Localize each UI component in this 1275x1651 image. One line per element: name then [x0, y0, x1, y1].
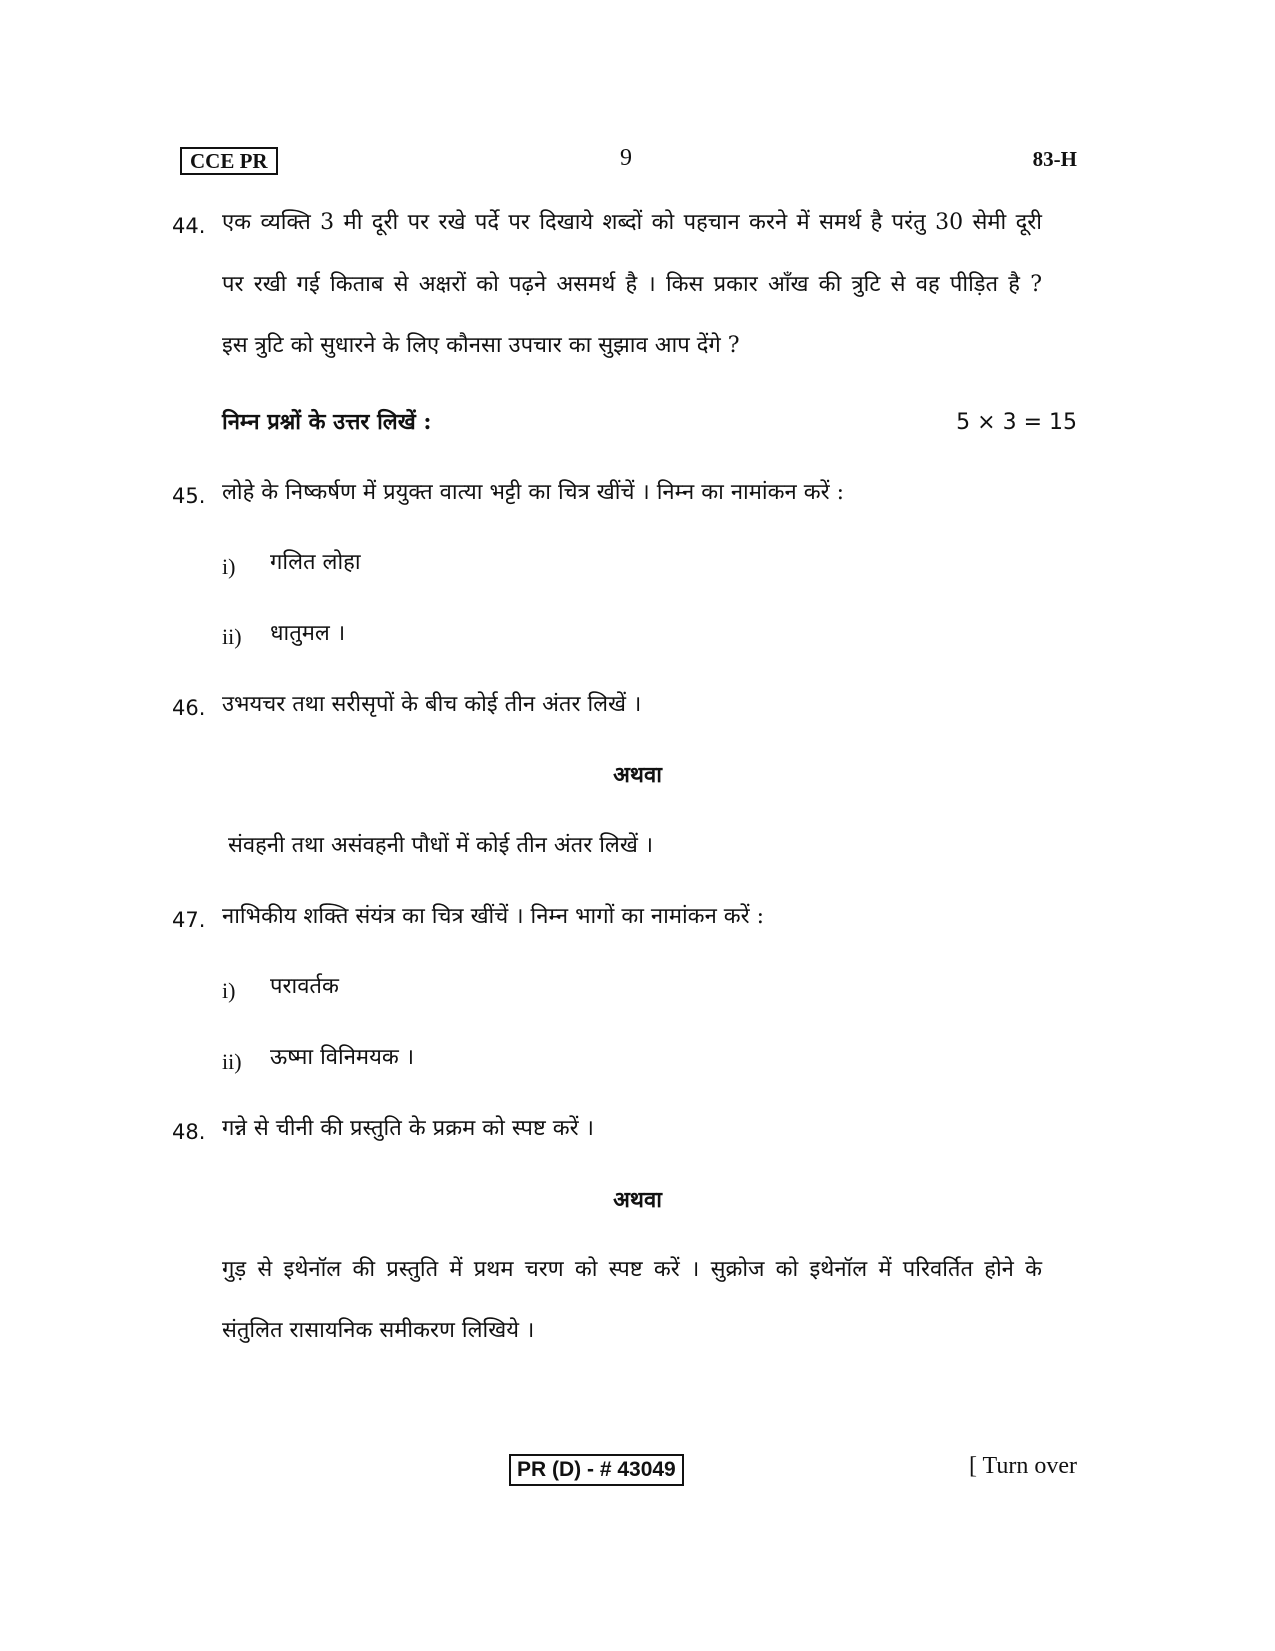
- q45-text: लोहे के निष्कर्षण में प्रयुक्त वात्या भट्टी का चित्र खींचें । निम्न का नामांकन करें :: [222, 480, 845, 505]
- q45-item-label: i): [222, 554, 236, 579]
- q48-number: 48.: [172, 1120, 206, 1144]
- q45-item-text: धातुमल ।: [270, 621, 346, 646]
- q45-item-text: गलित लोहा: [270, 550, 361, 575]
- q44-line1: एक व्यक्ति 3 मी दूरी पर रखे पर्दे पर दिखाये शब्दों को पहचान करने में समर्थ है परंतु 30 सेमी दूरी: [222, 210, 1042, 235]
- q47-number: 47.: [172, 908, 206, 932]
- q46-text: उभयचर तथा सरीसृपों के बीच कोई तीन अंतर लिखें ।: [222, 692, 642, 717]
- q46-number: 46.: [172, 696, 206, 720]
- q47-text: नाभिकीय शक्ति संयंत्र का चित्र खींचें । निम्न भागों का नामांकन करें :: [222, 904, 765, 929]
- q48-alt-line1: गुड़ से इथेनॉल की प्रस्तुति में प्रथम चरण को स्पष्ट करें । सुक्रोज को इथेनॉल में परिवर्तित होने के: [222, 1257, 1042, 1282]
- q44-line2: पर रखी गई किताब से अक्षरों को पढ़ने असमर्थ है । किस प्रकार आँख की त्रुटि से वह पीड़ित है ?: [222, 272, 1042, 297]
- turn-over-note: [ Turn over: [968, 1453, 1077, 1479]
- q48-alt-line2: संतुलित रासायनिक समीकरण लिखिये ।: [222, 1318, 535, 1343]
- section-instruction: निम्न प्रश्नों के उत्तर लिखें :: [222, 409, 432, 435]
- q47-item-text: ऊष्मा विनिमयक ।: [270, 1045, 415, 1070]
- q44-line3: इस त्रुटि को सुधारने के लिए कौनसा उपचार का सुझाव आप देंगे ?: [222, 333, 740, 358]
- paper-code: 83-H: [1032, 147, 1077, 171]
- q48-or: अथवा: [613, 1187, 662, 1213]
- q47-item-text: परावर्तक: [270, 974, 339, 999]
- q45-number: 45.: [172, 484, 206, 508]
- q46-alt: संवहनी तथा असंवहनी पौधों में कोई तीन अंतर लिखें ।: [228, 833, 654, 858]
- q48-text: गन्ने से चीनी की प्रस्तुति के प्रक्रम को स्पष्ट करें ।: [222, 1116, 594, 1141]
- q47-item-label: ii): [222, 1049, 242, 1074]
- q45-item-label: ii): [222, 624, 242, 649]
- q44-number: 44.: [172, 214, 206, 238]
- section-marks: 5 × 3 = 15: [956, 410, 1077, 435]
- footer-code-box: PR (D) - # 43049: [509, 1454, 684, 1486]
- header-code-box: CCE PR: [180, 147, 278, 175]
- q46-or: अथवा: [613, 762, 662, 788]
- page-number: 9: [620, 145, 632, 171]
- q47-item-label: i): [222, 978, 236, 1003]
